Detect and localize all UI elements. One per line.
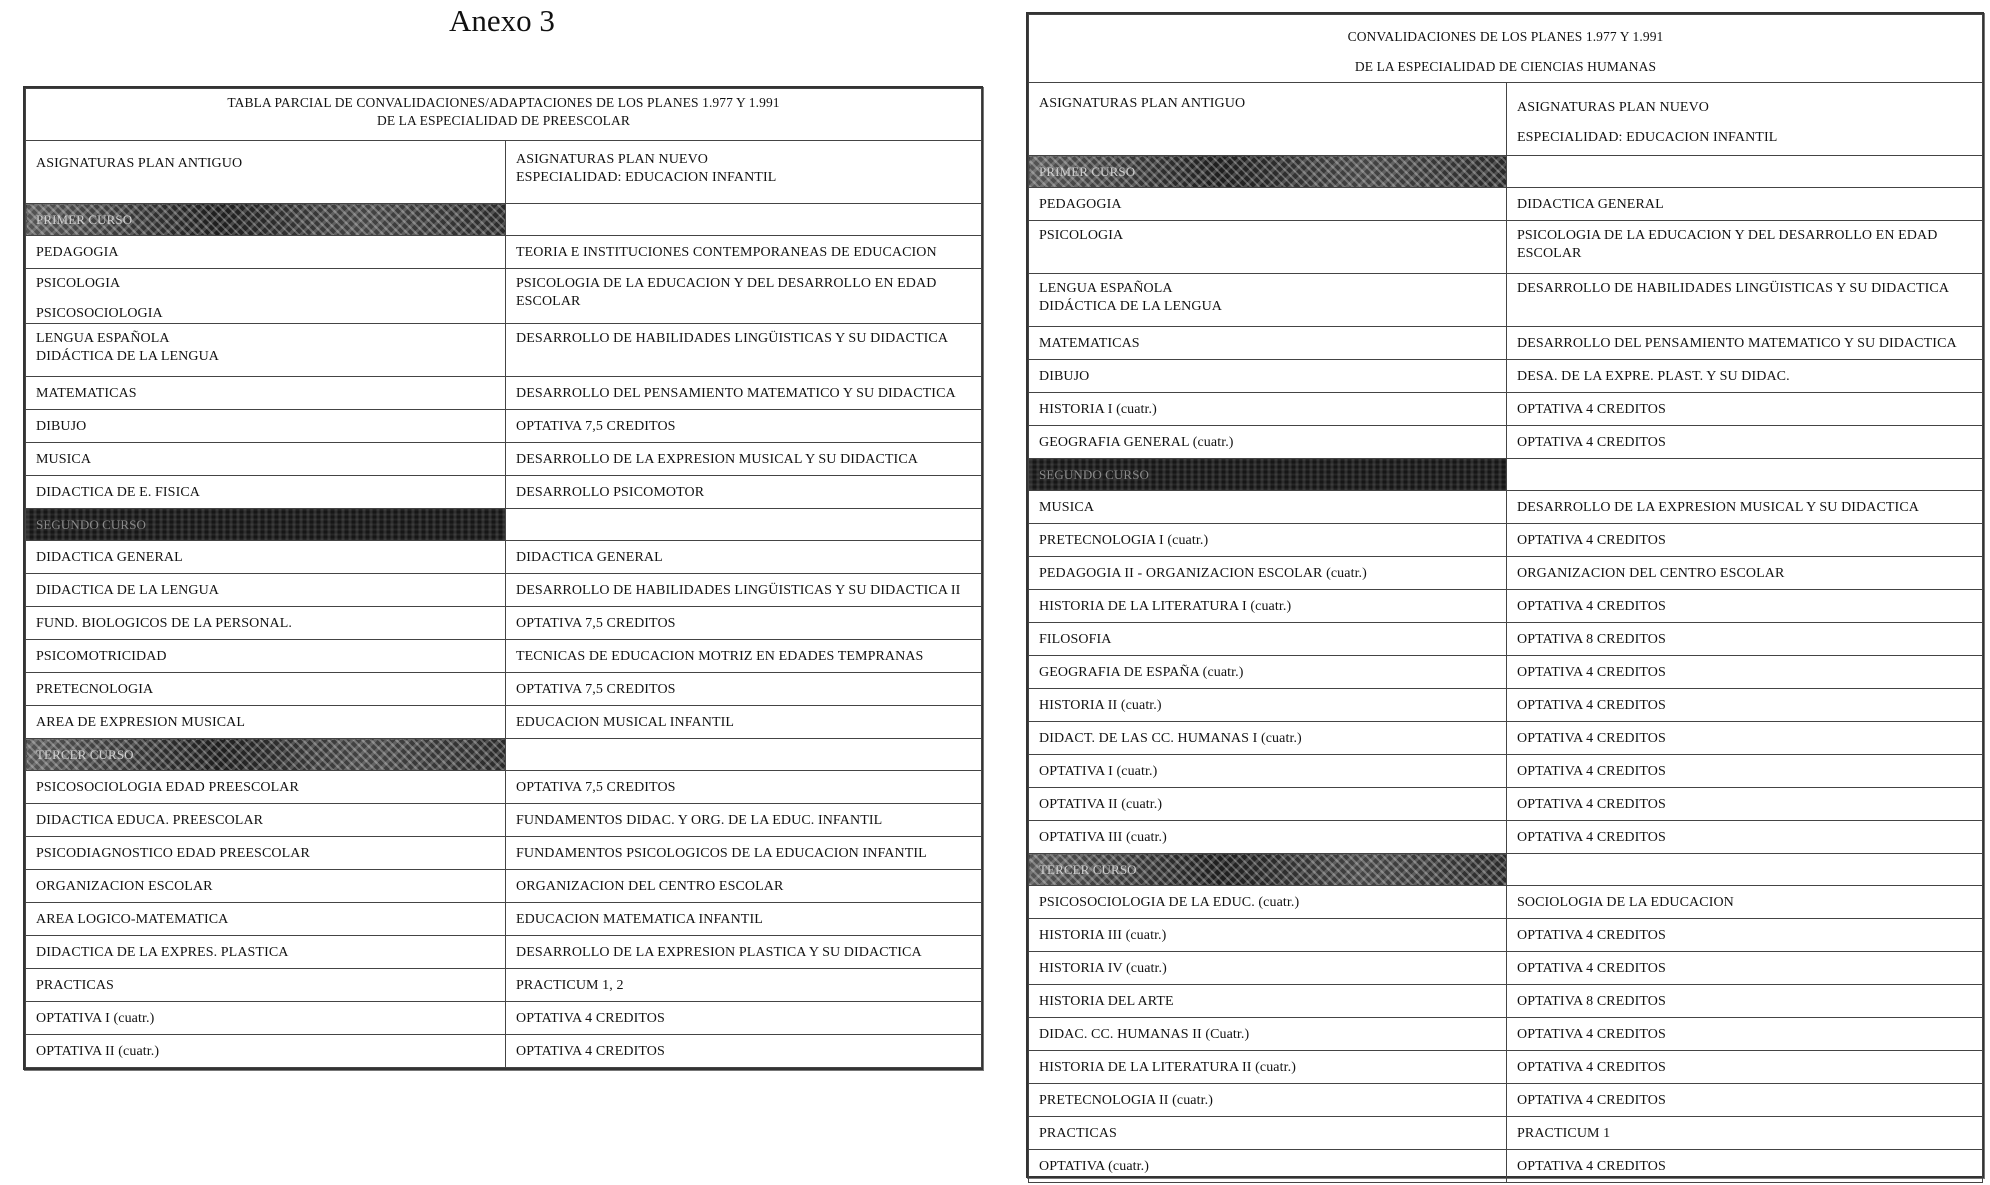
table-row <box>26 673 982 706</box>
section-blank-cell <box>1507 854 1983 886</box>
new-plan-cell <box>1507 1018 1983 1051</box>
new-subject: DESARROLLO DEL PENSAMIENTO MATEMATICO Y SU DIDACTICA <box>1517 336 1957 351</box>
new-subject: OPTATIVA 4 CREDITOS <box>1517 698 1666 713</box>
old-subject: MUSICA <box>1039 500 1095 515</box>
new-plan-cell <box>1507 821 1983 854</box>
old-plan-cell <box>1029 188 1507 221</box>
old-subject: PSICOLOGIA <box>36 276 121 291</box>
section-header-row <box>1029 854 1983 886</box>
old-plan-cell <box>1029 426 1507 459</box>
new-plan-cell <box>506 969 982 1002</box>
table-row <box>26 443 982 476</box>
table-row <box>1029 919 1983 952</box>
old-plan-cell <box>1029 274 1507 327</box>
new-subject: OPTATIVA 4 CREDITOS <box>1517 961 1666 976</box>
section-label-band <box>26 509 506 541</box>
old-subject: PSICOSOCIOLOGIA DE LA EDUC. (cuatr.) <box>1039 895 1300 910</box>
section-label: SEGUNDO CURSO <box>36 517 147 532</box>
new-plan-cell <box>506 903 982 936</box>
old-subject: FUND. BIOLOGICOS DE LA PERSONAL. <box>36 616 292 631</box>
old-subject: PSICODIAGNOSTICO EDAD PREESCOLAR <box>36 846 310 861</box>
table-row <box>1029 722 1983 755</box>
new-subject: FUNDAMENTOS DIDAC. Y ORG. DE LA EDUC. INFANTIL <box>516 813 883 828</box>
section-label-band <box>1029 156 1507 188</box>
new-subject: SOCIOLOGIA DE LA EDUCACION <box>1517 895 1734 910</box>
old-subject: DIDACT. DE LAS CC. HUMANAS I (cuatr.) <box>1039 731 1302 746</box>
table-row <box>1029 623 1983 656</box>
new-plan-cell <box>506 607 982 640</box>
header-old-label: ASIGNATURAS PLAN ANTIGUO <box>1039 96 1246 111</box>
new-subject: FUNDAMENTOS PSICOLOGICOS DE LA EDUCACION INFANTIL <box>516 846 927 861</box>
section-header-row <box>26 509 982 541</box>
old-subject: DIBUJO <box>36 419 87 434</box>
new-plan-cell <box>506 324 982 377</box>
new-plan-cell <box>1507 1084 1983 1117</box>
new-subject: DESARROLLO DE LA EXPRESION PLASTICA Y SU DIDACTICA <box>516 945 922 960</box>
old-plan-cell <box>26 541 506 574</box>
old-subject: LENGUA ESPAÑOLA <box>36 331 170 346</box>
new-plan-cell <box>506 640 982 673</box>
old-plan-cell <box>1029 221 1507 274</box>
table-row <box>26 640 982 673</box>
new-subject: DESARROLLO DE LA EXPRESION MUSICAL Y SU DIDACTICA <box>1517 500 1919 515</box>
new-plan-cell <box>506 837 982 870</box>
table-row <box>26 706 982 739</box>
old-plan-cell <box>1029 821 1507 854</box>
old-plan-cell <box>1029 1084 1507 1117</box>
old-plan-cell <box>1029 1018 1507 1051</box>
table-row <box>1029 1150 1983 1183</box>
new-plan-cell <box>506 870 982 903</box>
old-subject: OPTATIVA (cuatr.) <box>1039 1159 1149 1174</box>
old-plan-cell <box>26 443 506 476</box>
old-plan-cell <box>26 969 506 1002</box>
table-row <box>1029 327 1983 360</box>
old-subject: OPTATIVA I (cuatr.) <box>36 1011 155 1026</box>
old-plan-cell <box>1029 327 1507 360</box>
new-subject: OPTATIVA 4 CREDITOS <box>1517 1027 1666 1042</box>
old-plan-cell <box>26 1002 506 1035</box>
new-plan-cell <box>506 771 982 804</box>
new-subject: DIDACTICA GENERAL <box>516 550 663 565</box>
header-new-specialty: ESPECIALIDAD: EDUCACION INFANTIL <box>516 170 777 185</box>
old-plan-cell <box>26 269 506 324</box>
old-plan-cell <box>26 837 506 870</box>
new-plan-cell <box>1507 689 1983 722</box>
old-plan-cell <box>1029 952 1507 985</box>
new-plan-cell <box>1507 755 1983 788</box>
section-label-band <box>1029 459 1507 491</box>
old-plan-cell <box>1029 623 1507 656</box>
section-label-band <box>1029 854 1507 886</box>
old-subject: LENGUA ESPAÑOLA <box>1039 281 1173 296</box>
table-row <box>26 324 982 377</box>
old-subject: HISTORIA III (cuatr.) <box>1039 928 1167 943</box>
table-row <box>26 476 982 509</box>
old-plan-cell <box>1029 919 1507 952</box>
ciencias-humanas-table-sheet <box>1026 12 1984 1178</box>
new-subject: ORGANIZACION DEL CENTRO ESCOLAR <box>516 879 784 894</box>
new-plan-cell <box>506 1035 982 1068</box>
table-title-line: DE LA ESPECIALIDAD DE PREESCOLAR <box>377 113 630 128</box>
table-row <box>1029 1084 1983 1117</box>
old-subject: AREA DE EXPRESION MUSICAL <box>36 715 246 730</box>
section-header-row <box>26 739 982 771</box>
table-title-row <box>26 89 982 141</box>
new-subject: OPTATIVA 4 CREDITOS <box>1517 1159 1666 1174</box>
new-plan-cell <box>1507 274 1983 327</box>
header-old-plan <box>26 141 506 204</box>
header-new-plan <box>1507 83 1983 156</box>
old-plan-cell <box>26 706 506 739</box>
section-header-row <box>1029 459 1983 491</box>
old-subject: DIDACTICA EDUCA. PREESCOLAR <box>36 813 264 828</box>
table-row <box>1029 1051 1983 1084</box>
old-plan-cell <box>26 771 506 804</box>
table-row <box>1029 886 1983 919</box>
old-subject: HISTORIA I (cuatr.) <box>1039 402 1157 417</box>
table-row <box>26 837 982 870</box>
header-new-specialty: ESPECIALIDAD: EDUCACION INFANTIL <box>1517 130 1778 145</box>
table-row <box>1029 360 1983 393</box>
table-row <box>1029 557 1983 590</box>
old-subject: OPTATIVA III (cuatr.) <box>1039 830 1167 845</box>
new-plan-cell <box>1507 886 1983 919</box>
new-subject: OPTATIVA 4 CREDITOS <box>1517 797 1666 812</box>
table-title-line: DE LA ESPECIALIDAD DE CIENCIAS HUMANAS <box>1354 59 1657 74</box>
old-plan-cell <box>26 476 506 509</box>
table-row <box>1029 426 1983 459</box>
table-row <box>26 269 982 324</box>
section-header-row <box>1029 156 1983 188</box>
old-subject: PEDAGOGIA <box>1039 197 1122 212</box>
old-plan-cell <box>1029 1051 1507 1084</box>
new-subject: OPTATIVA 7,5 CREDITOS <box>516 616 676 631</box>
table-row <box>1029 274 1983 327</box>
old-plan-cell <box>26 936 506 969</box>
table-row <box>26 236 982 269</box>
old-subject: MATEMATICAS <box>1039 336 1140 351</box>
new-subject: PSICOLOGIA DE LA EDUCACION Y DEL DESARROLLO EN EDAD ESCOLAR <box>1517 228 1938 261</box>
table-row <box>26 771 982 804</box>
new-subject: TEORIA E INSTITUCIONES CONTEMPORANEAS DE EDUCACION <box>516 245 937 260</box>
new-plan-cell <box>1507 1117 1983 1150</box>
new-subject: OPTATIVA 4 CREDITOS <box>1517 533 1666 548</box>
old-subject: MUSICA <box>36 452 92 467</box>
new-plan-cell <box>506 804 982 837</box>
new-subject: OPTATIVA 4 CREDITOS <box>1517 764 1666 779</box>
old-plan-cell <box>1029 1117 1507 1150</box>
old-plan-cell <box>1029 1150 1507 1183</box>
new-subject: DIDACTICA GENERAL <box>1517 197 1664 212</box>
new-subject: OPTATIVA 8 CREDITOS <box>1517 632 1666 647</box>
table-row <box>1029 788 1983 821</box>
section-label: PRIMER CURSO <box>36 212 133 227</box>
old-plan-cell <box>26 903 506 936</box>
new-subject: DESARROLLO DE HABILIDADES LINGÜISTICAS Y SU DIDACTICA II <box>516 583 961 598</box>
new-subject: OPTATIVA 4 CREDITOS <box>1517 928 1666 943</box>
old-subject: DIDACTICA DE LA EXPRES. PLASTICA <box>36 945 289 960</box>
header-old-plan <box>1029 83 1507 156</box>
old-subject: GEOGRAFIA DE ESPAÑA (cuatr.) <box>1039 665 1244 680</box>
old-plan-cell <box>26 870 506 903</box>
new-plan-cell <box>506 673 982 706</box>
new-subject: DESA. DE LA EXPRE. PLAST. Y SU DIDAC. <box>1517 369 1790 384</box>
table-row <box>26 1035 982 1068</box>
old-subject: HISTORIA DE LA LITERATURA II (cuatr.) <box>1039 1060 1296 1075</box>
old-plan-cell <box>26 236 506 269</box>
table-row <box>1029 221 1983 274</box>
new-plan-cell <box>1507 623 1983 656</box>
table-row <box>26 377 982 410</box>
column-header-row <box>1029 83 1983 156</box>
new-plan-cell <box>1507 1150 1983 1183</box>
table-row <box>26 969 982 1002</box>
preescolar-table-sheet <box>23 86 983 1070</box>
table-row <box>26 541 982 574</box>
new-subject: OPTATIVA 7,5 CREDITOS <box>516 419 676 434</box>
old-subject: PSICOLOGIA <box>1039 228 1124 243</box>
new-plan-cell <box>1507 985 1983 1018</box>
table-row <box>1029 590 1983 623</box>
section-header-row <box>26 204 982 236</box>
old-plan-cell <box>1029 689 1507 722</box>
table-row <box>26 903 982 936</box>
table-row <box>26 607 982 640</box>
new-subject: EDUCACION MATEMATICA INFANTIL <box>516 912 763 927</box>
old-plan-cell <box>1029 656 1507 689</box>
new-subject: DESARROLLO DE LA EXPRESION MUSICAL Y SU DIDACTICA <box>516 452 918 467</box>
new-plan-cell <box>506 706 982 739</box>
new-plan-cell <box>506 541 982 574</box>
new-subject: TECNICAS DE EDUCACION MOTRIZ EN EDADES TEMPRANAS <box>516 649 924 664</box>
table-row <box>26 936 982 969</box>
new-plan-cell <box>1507 426 1983 459</box>
old-subject: DIDACTICA DE LA LENGUA <box>36 583 220 598</box>
new-plan-cell <box>1507 393 1983 426</box>
new-subject: DESARROLLO PSICOMOTOR <box>516 485 705 500</box>
table-row <box>1029 1018 1983 1051</box>
new-subject: OPTATIVA 4 CREDITOS <box>1517 402 1666 417</box>
old-subject: HISTORIA II (cuatr.) <box>1039 698 1162 713</box>
table-row <box>1029 524 1983 557</box>
new-subject: OPTATIVA 7,5 CREDITOS <box>516 682 676 697</box>
new-plan-cell <box>1507 590 1983 623</box>
old-plan-cell <box>26 377 506 410</box>
table-row <box>1029 755 1983 788</box>
new-plan-cell <box>1507 557 1983 590</box>
old-subject: DIDÁCTICA DE LA LENGUA <box>36 349 220 364</box>
column-header-row <box>26 141 982 204</box>
table-row <box>1029 689 1983 722</box>
new-plan-cell <box>1507 524 1983 557</box>
old-plan-cell <box>1029 722 1507 755</box>
old-plan-cell <box>1029 393 1507 426</box>
old-subject: PEDAGOGIA II - ORGANIZACION ESCOLAR (cuatr.) <box>1039 566 1367 581</box>
section-label-band <box>26 739 506 771</box>
table-row <box>26 410 982 443</box>
old-subject: MATEMATICAS <box>36 386 137 401</box>
new-subject: DESARROLLO DEL PENSAMIENTO MATEMATICO Y SU DIDACTICA <box>516 386 956 401</box>
new-plan-cell <box>1507 952 1983 985</box>
old-subject: AREA LOGICO-MATEMATICA <box>36 912 229 927</box>
header-new-label: ASIGNATURAS PLAN NUEVO <box>1517 100 1709 115</box>
old-subject: PEDAGOGIA <box>36 245 119 260</box>
new-plan-cell <box>506 1002 982 1035</box>
old-subject: PRACTICAS <box>36 978 114 993</box>
page-heading: Anexo 3 <box>449 3 555 38</box>
section-blank-cell <box>506 509 982 541</box>
table-row <box>26 804 982 837</box>
old-subject: PRETECNOLOGIA I (cuatr.) <box>1039 533 1209 548</box>
new-subject: OPTATIVA 4 CREDITOS <box>1517 1093 1666 1108</box>
new-plan-cell <box>506 476 982 509</box>
new-subject: OPTATIVA 4 CREDITOS <box>1517 599 1666 614</box>
table-row <box>1029 1117 1983 1150</box>
old-subject: DIBUJO <box>1039 369 1090 384</box>
new-plan-cell <box>1507 221 1983 274</box>
table-row <box>26 1002 982 1035</box>
new-subject: DESARROLLO DE HABILIDADES LINGÜISTICAS Y SU DIDACTICA <box>516 331 949 346</box>
old-subject: ORGANIZACION ESCOLAR <box>36 879 213 894</box>
header-new-plan <box>506 141 982 204</box>
new-plan-cell <box>506 236 982 269</box>
new-subject: EDUCACION MUSICAL INFANTIL <box>516 715 735 730</box>
new-subject: OPTATIVA 4 CREDITOS <box>1517 665 1666 680</box>
old-subject: OPTATIVA II (cuatr.) <box>36 1044 160 1059</box>
old-subject: HISTORIA IV (cuatr.) <box>1039 961 1167 976</box>
old-plan-cell <box>26 640 506 673</box>
new-subject: OPTATIVA 4 CREDITOS <box>516 1044 665 1059</box>
old-subject: PRETECNOLOGIA <box>36 682 154 697</box>
section-blank-cell <box>1507 459 1983 491</box>
old-plan-cell <box>1029 524 1507 557</box>
new-subject: PRACTICUM 1 <box>1517 1126 1611 1141</box>
section-label: PRIMER CURSO <box>1039 164 1136 179</box>
new-subject: OPTATIVA 4 CREDITOS <box>1517 731 1666 746</box>
old-subject: PRACTICAS <box>1039 1126 1117 1141</box>
new-subject: OPTATIVA 4 CREDITOS <box>1517 1060 1666 1075</box>
new-subject: ORGANIZACION DEL CENTRO ESCOLAR <box>1517 566 1785 581</box>
table-title-row <box>1029 15 1983 83</box>
new-subject: OPTATIVA 4 CREDITOS <box>1517 830 1666 845</box>
old-plan-cell <box>1029 491 1507 524</box>
section-label: TERCER CURSO <box>1039 862 1137 877</box>
new-plan-cell <box>1507 360 1983 393</box>
table-row <box>1029 952 1983 985</box>
table-row <box>1029 188 1983 221</box>
new-subject: OPTATIVA 4 CREDITOS <box>1517 435 1666 450</box>
table-title-line: CONVALIDACIONES DE LOS PLANES 1.977 Y 1.991 <box>1347 29 1664 44</box>
old-subject: PSICOMOTRICIDAD <box>36 649 167 664</box>
new-plan-cell <box>506 443 982 476</box>
header-new-label: ASIGNATURAS PLAN NUEVO <box>516 152 708 167</box>
old-subject: HISTORIA DEL ARTE <box>1039 994 1174 1009</box>
new-plan-cell <box>1507 919 1983 952</box>
header-old-label: ASIGNATURAS PLAN ANTIGUO <box>36 156 243 171</box>
table-title-line: TABLA PARCIAL DE CONVALIDACIONES/ADAPTACIONES DE LOS PLANES 1.977 Y 1.991 <box>227 95 780 110</box>
new-subject: OPTATIVA 8 CREDITOS <box>1517 994 1666 1009</box>
new-plan-cell <box>1507 656 1983 689</box>
old-plan-cell <box>26 324 506 377</box>
old-subject: DIDACTICA DE E. FISICA <box>36 485 200 500</box>
new-subject: DESARROLLO DE HABILIDADES LINGÜISTICAS Y SU DIDACTICA <box>1517 281 1950 296</box>
old-subject: PSICOSOCIOLOGIA EDAD PREESCOLAR <box>36 780 299 795</box>
table-row <box>1029 393 1983 426</box>
old-plan-cell <box>1029 788 1507 821</box>
old-plan-cell <box>1029 360 1507 393</box>
old-subject: OPTATIVA II (cuatr.) <box>1039 797 1163 812</box>
table-row <box>1029 821 1983 854</box>
table-row <box>26 574 982 607</box>
old-subject: DIDAC. CC. HUMANAS II (Cuatr.) <box>1039 1027 1250 1042</box>
table-row <box>26 870 982 903</box>
new-plan-cell <box>1507 188 1983 221</box>
old-plan-cell <box>26 673 506 706</box>
old-plan-cell <box>1029 590 1507 623</box>
section-blank-cell <box>506 739 982 771</box>
old-subject: DIDÁCTICA DE LA LENGUA <box>1039 299 1223 314</box>
old-plan-cell <box>26 1035 506 1068</box>
old-subject: HISTORIA DE LA LITERATURA I (cuatr.) <box>1039 599 1292 614</box>
old-subject: PRETECNOLOGIA II (cuatr.) <box>1039 1093 1213 1108</box>
section-blank-cell <box>506 204 982 236</box>
new-plan-cell <box>506 410 982 443</box>
old-plan-cell <box>26 574 506 607</box>
new-subject: PRACTICUM 1, 2 <box>516 978 624 993</box>
old-subject: GEOGRAFIA GENERAL (cuatr.) <box>1039 435 1234 450</box>
table-row <box>1029 985 1983 1018</box>
new-plan-cell <box>1507 722 1983 755</box>
old-plan-cell <box>26 607 506 640</box>
section-label-band <box>26 204 506 236</box>
new-subject: OPTATIVA 7,5 CREDITOS <box>516 780 676 795</box>
new-subject: PSICOLOGIA DE LA EDUCACION Y DEL DESARROLLO EN EDAD ESCOLAR <box>516 276 937 309</box>
old-plan-cell <box>1029 755 1507 788</box>
new-plan-cell <box>506 936 982 969</box>
new-plan-cell <box>506 377 982 410</box>
old-subject: DIDACTICA GENERAL <box>36 550 183 565</box>
new-plan-cell <box>506 574 982 607</box>
new-plan-cell <box>1507 788 1983 821</box>
ciencias-humanas-table <box>1028 14 1983 1183</box>
preescolar-table <box>25 88 982 1068</box>
new-plan-cell <box>506 269 982 324</box>
old-subject: FILOSOFIA <box>1039 632 1112 647</box>
old-plan-cell <box>26 410 506 443</box>
old-plan-cell <box>1029 886 1507 919</box>
new-plan-cell <box>1507 491 1983 524</box>
old-plan-cell <box>26 804 506 837</box>
old-subject: OPTATIVA I (cuatr.) <box>1039 764 1158 779</box>
table-row <box>1029 491 1983 524</box>
old-subject: PSICOSOCIOLOGIA <box>36 306 163 321</box>
old-plan-cell <box>1029 557 1507 590</box>
new-plan-cell <box>1507 1051 1983 1084</box>
new-subject: OPTATIVA 4 CREDITOS <box>516 1011 665 1026</box>
table-row <box>1029 656 1983 689</box>
new-plan-cell <box>1507 327 1983 360</box>
old-plan-cell <box>1029 985 1507 1018</box>
section-blank-cell <box>1507 156 1983 188</box>
section-label: TERCER CURSO <box>36 747 134 762</box>
section-label: SEGUNDO CURSO <box>1039 467 1150 482</box>
